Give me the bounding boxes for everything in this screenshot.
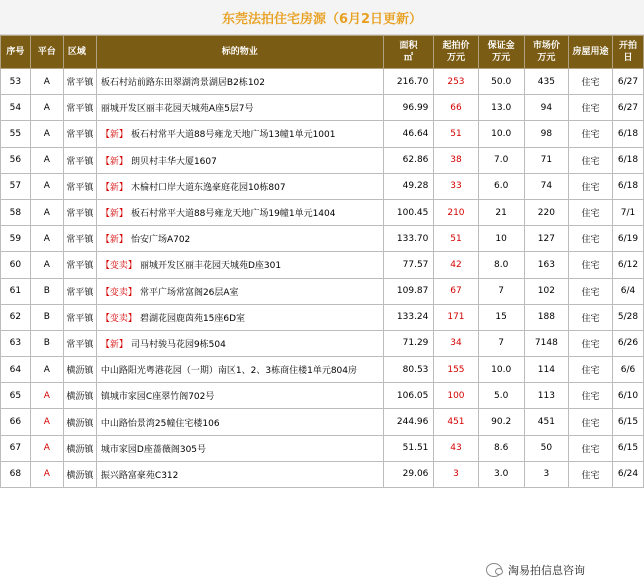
status-tag: 【新】 [100, 235, 128, 246]
cell-platform: A [30, 435, 63, 461]
cell-district: 常平镇 [63, 121, 96, 147]
cell-market-price: 220 [524, 199, 568, 225]
cell-usage: 住宅 [568, 252, 612, 278]
property-name: 城市家园D座蔷薇阁305号 [100, 444, 207, 455]
table-row [1, 461, 644, 487]
table-row [1, 252, 644, 278]
watermark-text: 淘易拍信息咨询 [508, 564, 585, 577]
cell-property [96, 173, 383, 199]
cell-no: 65 [1, 383, 31, 409]
header-start-price-unit: 万元 [446, 53, 465, 63]
cell-platform: A [30, 461, 63, 487]
cell-platform: A [30, 121, 63, 147]
header-start-price [434, 36, 478, 69]
cell-area: 49.28 [383, 173, 434, 199]
property-name: 丽城开发区丽丰花园天城苑D座301 [139, 261, 282, 272]
listing-table [0, 35, 644, 488]
cell-deposit: 90.2 [478, 409, 524, 435]
cell-area: 62.86 [383, 147, 434, 173]
header-area-label: 面积 [399, 41, 418, 51]
cell-area: 109.87 [383, 278, 434, 304]
table-row [1, 304, 644, 330]
status-tag: 【新】 [100, 182, 128, 193]
cell-start-price: 155 [434, 357, 478, 383]
cell-deposit: 7.0 [478, 147, 524, 173]
property-name: 怡安广场A702 [130, 235, 191, 246]
cell-start-price: 100 [434, 383, 478, 409]
cell-district: 横沥镇 [63, 383, 96, 409]
cell-usage: 住宅 [568, 95, 612, 121]
cell-market-price: 127 [524, 226, 568, 252]
cell-usage: 住宅 [568, 147, 612, 173]
table-row [1, 173, 644, 199]
cell-district: 横沥镇 [63, 461, 96, 487]
header-area-unit: ㎡ [404, 53, 414, 63]
cell-start-price: 38 [434, 147, 478, 173]
cell-platform: A [30, 147, 63, 173]
cell-platform: A [30, 409, 63, 435]
cell-usage: 住宅 [568, 278, 612, 304]
cell-property [96, 383, 383, 409]
cell-district: 常平镇 [63, 278, 96, 304]
cell-no: 54 [1, 95, 31, 121]
cell-start-price: 42 [434, 252, 478, 278]
cell-deposit: 50.0 [478, 69, 524, 95]
cell-start-price: 253 [434, 69, 478, 95]
table-row [1, 330, 644, 356]
property-name: 板石村站前路东田翠湖湾景湖居B2栋102 [100, 78, 266, 89]
cell-auction-date: 6/18 [613, 173, 644, 199]
cell-deposit: 10.0 [478, 357, 524, 383]
cell-platform: A [30, 95, 63, 121]
cell-platform: A [30, 357, 63, 383]
cell-property [96, 95, 383, 121]
table-row [1, 121, 644, 147]
cell-platform: B [30, 330, 63, 356]
cell-area: 46.64 [383, 121, 434, 147]
cell-deposit: 10.0 [478, 121, 524, 147]
cell-auction-date: 6/26 [613, 330, 644, 356]
cell-deposit: 6.0 [478, 173, 524, 199]
table-row [1, 435, 644, 461]
property-name: 振兴路富豪苑C312 [100, 470, 179, 481]
header-auction-date-label: 开拍 [619, 41, 638, 51]
header-usage: 房屋用途 [568, 36, 612, 69]
cell-start-price: 67 [434, 278, 478, 304]
cell-market-price: 7148 [524, 330, 568, 356]
cell-no: 56 [1, 147, 31, 173]
cell-no: 67 [1, 435, 31, 461]
property-name: 丽城开发区丽丰花园天城苑A座5层7号 [100, 104, 254, 115]
cell-property [96, 278, 383, 304]
table-row [1, 383, 644, 409]
cell-district: 常平镇 [63, 147, 96, 173]
cell-property [96, 226, 383, 252]
cell-market-price: 451 [524, 409, 568, 435]
cell-area: 51.51 [383, 435, 434, 461]
cell-deposit: 7 [478, 278, 524, 304]
cell-deposit: 3.0 [478, 461, 524, 487]
cell-platform: B [30, 304, 63, 330]
status-tag: 【变卖】 [100, 313, 137, 324]
cell-property [96, 147, 383, 173]
table-row [1, 69, 644, 95]
property-name: 板石村常平大道88号雍龙天地广场19幢1单元1404 [130, 209, 336, 220]
cell-auction-date: 6/19 [613, 226, 644, 252]
header-property: 标的物业 [96, 36, 383, 69]
cell-area: 96.99 [383, 95, 434, 121]
cell-deposit: 21 [478, 199, 524, 225]
cell-auction-date: 6/27 [613, 95, 644, 121]
cell-auction-date: 7/1 [613, 199, 644, 225]
cell-start-price: 34 [434, 330, 478, 356]
cell-market-price: 98 [524, 121, 568, 147]
cell-area: 133.24 [383, 304, 434, 330]
table-row [1, 147, 644, 173]
cell-usage: 住宅 [568, 199, 612, 225]
cell-no: 60 [1, 252, 31, 278]
cell-market-price: 188 [524, 304, 568, 330]
table-row [1, 226, 644, 252]
cell-no: 68 [1, 461, 31, 487]
header-area [383, 36, 434, 69]
header-start-price-label: 起拍价 [442, 41, 470, 51]
cell-market-price: 435 [524, 69, 568, 95]
cell-market-price: 94 [524, 95, 568, 121]
property-name: 常平广场常富阁26层A室 [139, 287, 239, 298]
cell-platform: A [30, 173, 63, 199]
cell-no: 64 [1, 357, 31, 383]
cell-auction-date: 6/27 [613, 69, 644, 95]
cell-district: 常平镇 [63, 69, 96, 95]
cell-property [96, 357, 383, 383]
header-auction-date-unit: 日 [623, 53, 633, 63]
cell-platform: A [30, 199, 63, 225]
cell-start-price: 66 [434, 95, 478, 121]
cell-market-price: 71 [524, 147, 568, 173]
cell-deposit: 8.6 [478, 435, 524, 461]
cell-district: 常平镇 [63, 304, 96, 330]
cell-district: 横沥镇 [63, 409, 96, 435]
property-name: 镇城市家园C座翠竹阁702号 [100, 392, 215, 403]
cell-usage: 住宅 [568, 461, 612, 487]
status-tag: 【新】 [100, 156, 128, 167]
cell-property [96, 461, 383, 487]
cell-usage: 住宅 [568, 409, 612, 435]
header-deposit-label: 保证金 [487, 41, 515, 51]
property-name: 朗贝村丰华大厦1607 [130, 156, 217, 167]
cell-no: 57 [1, 173, 31, 199]
cell-property [96, 330, 383, 356]
cell-market-price: 113 [524, 383, 568, 409]
header-deposit [478, 36, 524, 69]
cell-deposit: 5.0 [478, 383, 524, 409]
cell-district: 常平镇 [63, 226, 96, 252]
cell-usage: 住宅 [568, 121, 612, 147]
watermark [486, 560, 585, 580]
cell-area: 71.29 [383, 330, 434, 356]
header-market-price [524, 36, 568, 69]
cell-district: 横沥镇 [63, 357, 96, 383]
header-platform: 平台 [30, 36, 63, 69]
page-title: 东莞法拍住宅房源（6月2日更新） [0, 0, 644, 35]
cell-market-price: 50 [524, 435, 568, 461]
property-name: 司马村骏马花园9栋504 [130, 339, 226, 350]
cell-area: 216.70 [383, 69, 434, 95]
cell-deposit: 15 [478, 304, 524, 330]
cell-property [96, 252, 383, 278]
cell-no: 58 [1, 199, 31, 225]
cell-auction-date: 6/15 [613, 435, 644, 461]
cell-platform: A [30, 69, 63, 95]
cell-start-price: 33 [434, 173, 478, 199]
cell-platform: A [30, 226, 63, 252]
header-deposit-unit: 万元 [492, 53, 511, 63]
cell-district: 常平镇 [63, 330, 96, 356]
cell-no: 53 [1, 69, 31, 95]
cell-no: 62 [1, 304, 31, 330]
cell-usage: 住宅 [568, 69, 612, 95]
cell-start-price: 210 [434, 199, 478, 225]
header-auction-date [613, 36, 644, 69]
status-tag: 【新】 [100, 130, 128, 141]
cell-auction-date: 6/12 [613, 252, 644, 278]
cell-area: 106.05 [383, 383, 434, 409]
cell-auction-date: 6/15 [613, 409, 644, 435]
cell-auction-date: 6/24 [613, 461, 644, 487]
cell-market-price: 163 [524, 252, 568, 278]
cell-deposit: 13.0 [478, 95, 524, 121]
cell-auction-date: 6/18 [613, 147, 644, 173]
cell-district: 常平镇 [63, 199, 96, 225]
cell-auction-date: 6/18 [613, 121, 644, 147]
cell-usage: 住宅 [568, 304, 612, 330]
status-tag: 【变卖】 [100, 261, 137, 272]
cell-deposit: 10 [478, 226, 524, 252]
cell-auction-date: 6/10 [613, 383, 644, 409]
table-row [1, 95, 644, 121]
header-no: 序号 [1, 36, 31, 69]
cell-no: 59 [1, 226, 31, 252]
cell-auction-date: 6/6 [613, 357, 644, 383]
cell-no: 66 [1, 409, 31, 435]
cell-deposit: 7 [478, 330, 524, 356]
cell-usage: 住宅 [568, 435, 612, 461]
table-row [1, 409, 644, 435]
cell-usage: 住宅 [568, 330, 612, 356]
cell-no: 55 [1, 121, 31, 147]
cell-market-price: 102 [524, 278, 568, 304]
cell-auction-date: 5/28 [613, 304, 644, 330]
cell-district: 常平镇 [63, 252, 96, 278]
cell-start-price: 451 [434, 409, 478, 435]
cell-area: 77.57 [383, 252, 434, 278]
header-row [1, 36, 644, 69]
cell-no: 63 [1, 330, 31, 356]
status-tag: 【变卖】 [100, 287, 137, 298]
header-district: 区域 [63, 36, 96, 69]
cell-property [96, 435, 383, 461]
property-name: 木棆村口岸大道东逸豪庭花园10栋807 [130, 182, 286, 193]
cell-property [96, 121, 383, 147]
status-tag: 【新】 [100, 339, 128, 350]
cell-start-price: 51 [434, 226, 478, 252]
property-name: 中山路阳光粤港花园（一期）南区1、2、3栋商住楼1单元804房 [100, 366, 358, 377]
cell-start-price: 51 [434, 121, 478, 147]
table-row [1, 278, 644, 304]
cell-district: 常平镇 [63, 173, 96, 199]
cell-platform: A [30, 252, 63, 278]
cell-platform: B [30, 278, 63, 304]
cell-auction-date: 6/4 [613, 278, 644, 304]
status-tag: 【新】 [100, 209, 128, 220]
cell-no: 61 [1, 278, 31, 304]
cell-platform: A [30, 383, 63, 409]
cell-start-price: 171 [434, 304, 478, 330]
cell-market-price: 74 [524, 173, 568, 199]
cell-area: 80.53 [383, 357, 434, 383]
cell-area: 29.06 [383, 461, 434, 487]
cell-property [96, 409, 383, 435]
cell-market-price: 3 [524, 461, 568, 487]
cell-start-price: 3 [434, 461, 478, 487]
wechat-icon [486, 563, 502, 577]
cell-market-price: 114 [524, 357, 568, 383]
table-row [1, 199, 644, 225]
property-name: 中山路怡景湾25幢住宅楼106 [100, 418, 220, 429]
cell-property [96, 69, 383, 95]
property-name: 板石村常平大道88号雍龙天地广场13幢1单元1001 [130, 130, 336, 141]
cell-deposit: 8.0 [478, 252, 524, 278]
table-row [1, 357, 644, 383]
cell-area: 244.96 [383, 409, 434, 435]
cell-usage: 住宅 [568, 173, 612, 199]
cell-area: 100.45 [383, 199, 434, 225]
cell-usage: 住宅 [568, 383, 612, 409]
cell-usage: 住宅 [568, 357, 612, 383]
cell-start-price: 43 [434, 435, 478, 461]
cell-usage: 住宅 [568, 226, 612, 252]
cell-property [96, 199, 383, 225]
cell-district: 常平镇 [63, 95, 96, 121]
cell-district: 横沥镇 [63, 435, 96, 461]
property-name: 碧湖花园鹿茵苑15座6D室 [139, 313, 246, 324]
cell-area: 133.70 [383, 226, 434, 252]
header-market-price-unit: 万元 [537, 53, 556, 63]
cell-property [96, 304, 383, 330]
header-market-price-label: 市场价 [532, 41, 560, 51]
